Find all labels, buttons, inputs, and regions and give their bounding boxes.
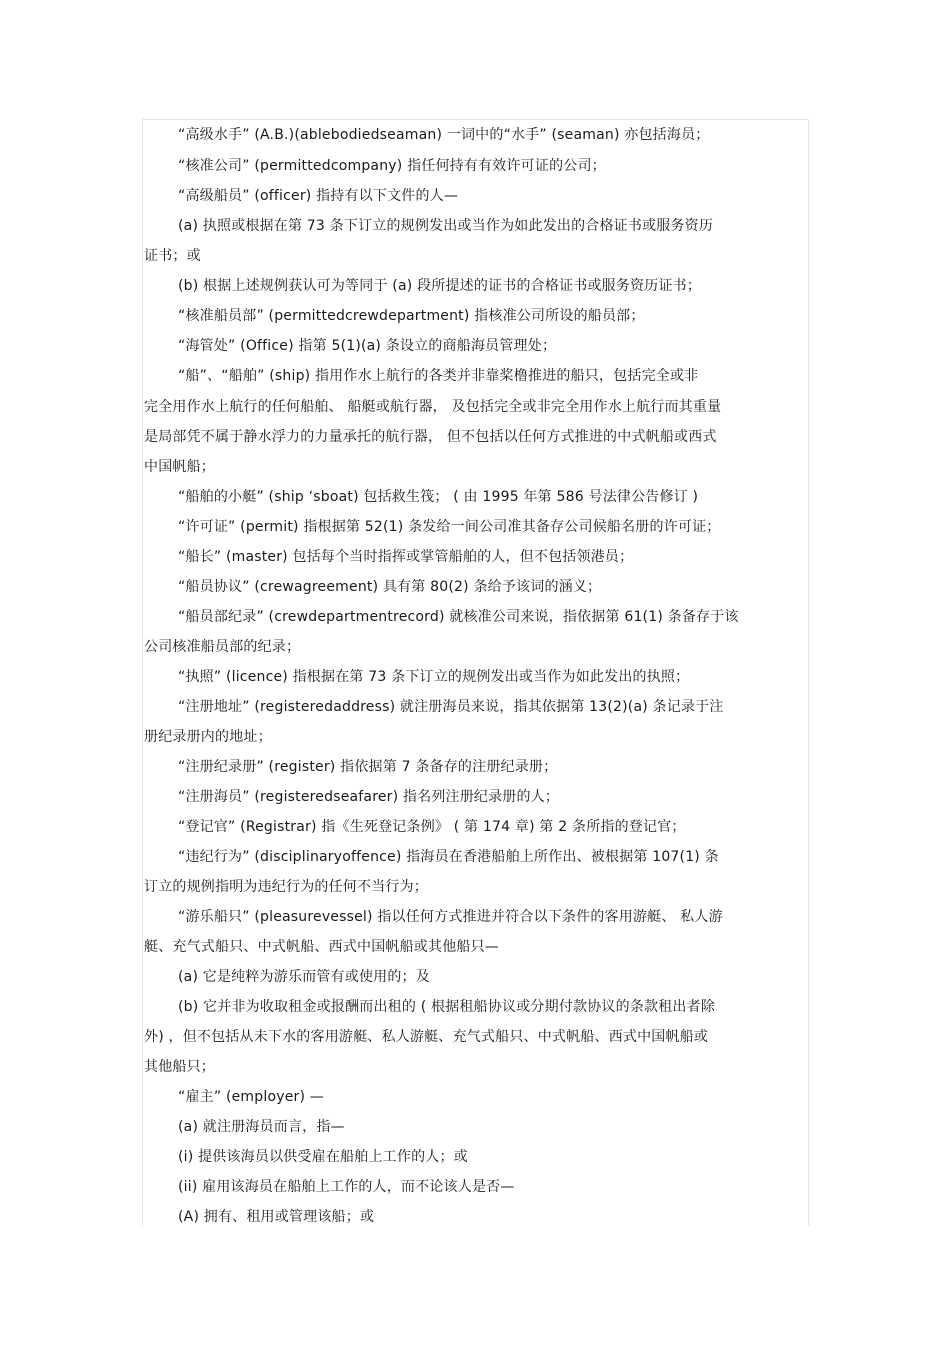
text-line: (ii) 雇用该海员在船舶上工作的人，而不论该人是否— xyxy=(178,1179,515,1195)
text-line: 中国帆船； xyxy=(144,459,215,475)
text-line: 外) ，但不包括从未下水的客用游艇、私人游艇、充气式船只、中式帆船、西式中国帆船或 xyxy=(144,1029,709,1045)
text-line: 册纪录册内的地址； xyxy=(144,729,272,745)
text-line: (a) 就注册海员而言，指— xyxy=(178,1119,345,1135)
text-line: “高级水手” (A.B.)(ablebodiedseaman) 一词中的“水手” (seaman) 亦包括海员； xyxy=(178,127,710,143)
text-line: “高级船员” (officer) 指持有以下文件的人— xyxy=(178,188,459,204)
text-line: 艇、充气式船只、中式帆船、西式中国帆船或其他船只— xyxy=(144,939,499,955)
text-line: “注册纪录册” (register) 指依据第 7 条备存的注册纪录册； xyxy=(178,759,558,775)
text-line: 公司核准船员部的纪录； xyxy=(144,639,301,655)
text-line: “船员协议” (crewagreement) 具有第 80(2) 条给予该词的涵义； xyxy=(178,579,602,595)
text-line: “核准船员部” (permittedcrewdepartment) 指核准公司所设的船员部； xyxy=(178,308,645,324)
text-line: “船长” (master) 包括每个当时指挥或掌管船舶的人，但不包括领港员； xyxy=(178,549,634,565)
text-line: “登记官” (Registrar) 指《生死登记条例》 ( 第 174 章) 第 2 条所指的登记官； xyxy=(178,819,686,835)
text-line: (a) 它是纯粹为游乐而管有或使用的；及 xyxy=(178,969,430,985)
text-line: “游乐船只” (pleasurevessel) 指以任何方式推进并符合以下条件的客用游艇、 私人游 xyxy=(178,909,723,925)
text-line: “注册海员” (registeredseafarer) 指名列注册纪录册的人； xyxy=(178,789,560,805)
text-line: (b) 根据上述规例获认可为等同于 (a) 段所提述的证书的合格证书或服务资历证书； xyxy=(178,278,702,294)
text-line: (A) 拥有、租用或管理该船；或 xyxy=(178,1209,375,1225)
text-line: “核准公司” (permittedcompany) 指任何持有有效许可证的公司； xyxy=(178,158,606,174)
text-line: “船舶的小艇” (ship ‘sboat) 包括救生筏； ( 由 1995 年第 586 号法律公告修订 ) xyxy=(178,489,699,505)
text-line: 是局部凭不属于静水浮力的力量承托的航行器， 但不包括以任何方式推进的中式帆船或西式 xyxy=(144,429,717,445)
text-line: “雇主” (employer) — xyxy=(178,1089,324,1105)
text-line: (a) 执照或根据在第 73 条下订立的规例发出或当作为如此发出的合格证书或服务资历 xyxy=(178,218,714,234)
text-line: 完全用作水上航行的任何船舶、 船艇或航行器， 及包括完全或非完全用作水上航行而其重量 xyxy=(144,399,722,415)
text-line: 其他船只； xyxy=(144,1059,215,1075)
text-line: “注册地址” (registeredaddress) 就注册海员来说，指其依据第 13(2)(a) 条记录于注 xyxy=(178,699,724,715)
text-line: “船员部纪录” (crewdepartmentrecord) 就核准公司来说，指依据第 61(1) 条备存于该 xyxy=(178,609,739,625)
text-line: 证书；或 xyxy=(144,248,201,264)
text-line: “违纪行为” (disciplinaryoffence) 指海员在香港船舶上所作出、被根据第 107(1) 条 xyxy=(178,849,719,865)
text-line: “海管处” (Office) 指第 5(1)(a) 条设立的商船海员管理处； xyxy=(178,338,557,354)
text-line: “执照” (licence) 指根据在第 73 条下订立的规例发出或当作为如此发出的执照； xyxy=(178,669,690,685)
text-line: (b) 它并非为收取租金或报酬而出租的 ( 根据租船协议或分期付款协议的条款租出者除 xyxy=(178,999,716,1015)
text-line: 订立的规例指明为违纪行为的任何不当行为； xyxy=(144,879,428,895)
text-line: “许可证” (permit) 指根据第 52(1) 条发给一间公司准其备存公司候船名册的许可证； xyxy=(178,519,721,535)
text-line: “船”、“船舶” (ship) 指用作水上航行的各类并非靠桨橹推进的船只，包括完全或非 xyxy=(178,368,699,384)
text-line: (i) 提供该海员以供受雇在船舶上工作的人；或 xyxy=(178,1149,468,1165)
